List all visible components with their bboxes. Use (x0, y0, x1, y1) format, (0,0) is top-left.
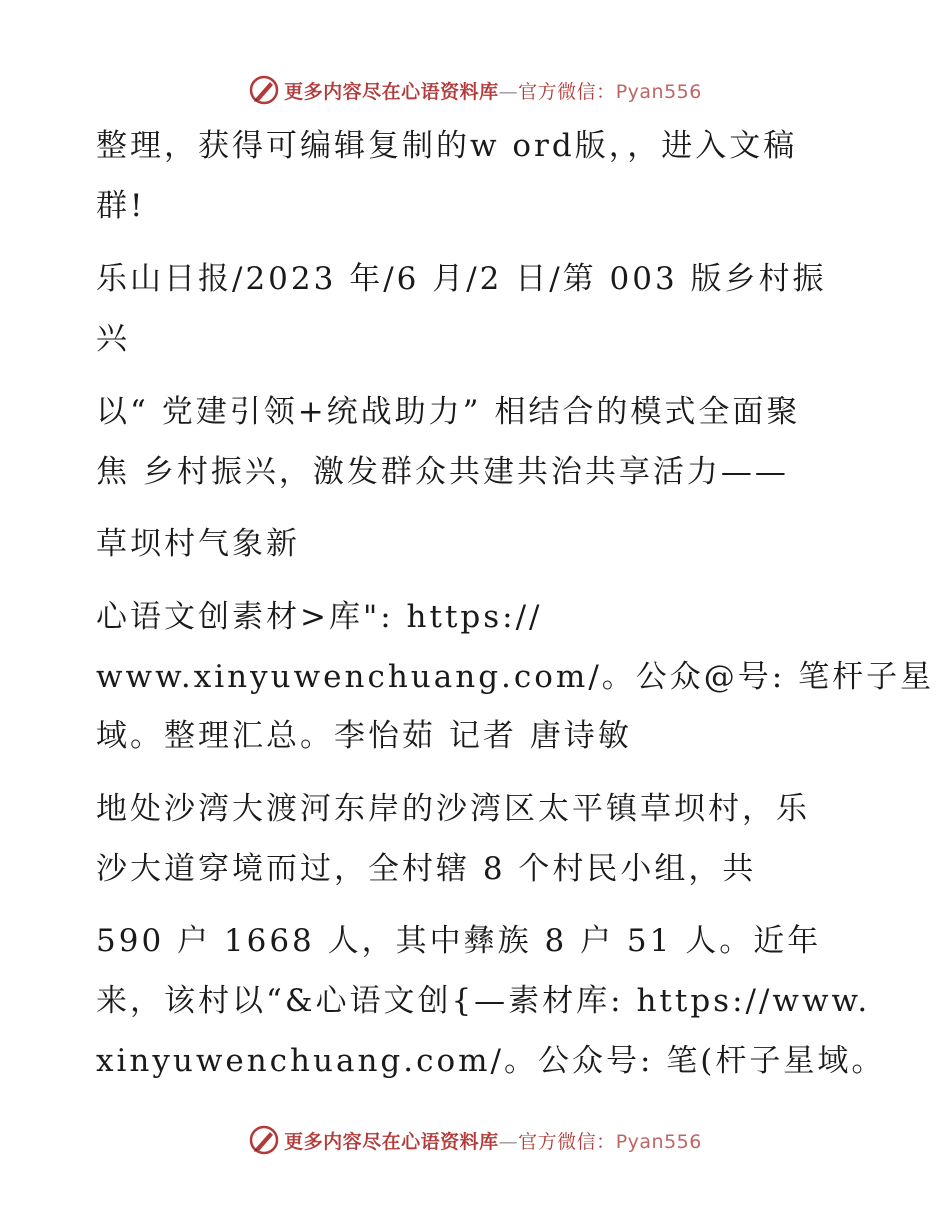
banner-text (284, 77, 702, 104)
text-line: 沙大道穿境而过，全村辖 8 个村民小组，共 (96, 851, 757, 887)
text-line: xinyuwenchuang.com/。公众号: 笔(杆子星域。 (96, 1043, 886, 1079)
pen-logo-icon (248, 1124, 280, 1156)
text-line: 群! (96, 188, 146, 224)
banner-account: Pyan556 (615, 1130, 702, 1153)
text-line: 来，该村以“&心语文创{—素材库: https://www. (96, 983, 871, 1019)
text-line: 乐山日报/2023 年/6 月/2 日/第 003 版乡村振 (96, 261, 827, 297)
banner-text (284, 1127, 702, 1154)
footer-banner (0, 1120, 950, 1160)
text-line: 590 户 1668 人，其中彝族 8 户 51 人。近年 (96, 923, 822, 959)
text-line: 以“ 党建引领+统战助力” 相结合的模式全面聚 (96, 394, 801, 430)
text-line: 焦 乡村振兴，激发群众共建共治共享活力—— (96, 454, 789, 490)
banner-brand-text: 更多内容尽在心语资料库 (284, 80, 499, 103)
text-line: 草坝村气象新 (96, 526, 300, 562)
text-line: www.xinyuwenchuang.com/。公众@号: 笔杆子星 (96, 659, 935, 695)
banner-separator: — (498, 1130, 519, 1153)
text-line: 地处沙湾大渡河东岸的沙湾区太平镇草坝村，乐 (96, 791, 810, 827)
pen-logo-icon (248, 74, 280, 106)
header-banner (0, 70, 950, 110)
banner-wechat-label: 官方微信： (518, 1130, 616, 1153)
banner-brand-text: 更多内容尽在心语资料库 (284, 1130, 499, 1153)
text-line: 整理，获得可编辑复制的w ord版，，进入文稿 (96, 128, 798, 164)
banner-separator: — (498, 80, 519, 103)
text-line: 域。整理汇总。李怡茹 记者 唐诗敏 (96, 718, 632, 754)
text-line: 兴 (96, 321, 130, 357)
banner-wechat-label: 官方微信： (518, 80, 616, 103)
text-line: 心语文创素材>库": https:// (96, 599, 543, 635)
banner-account: Pyan556 (615, 80, 702, 103)
